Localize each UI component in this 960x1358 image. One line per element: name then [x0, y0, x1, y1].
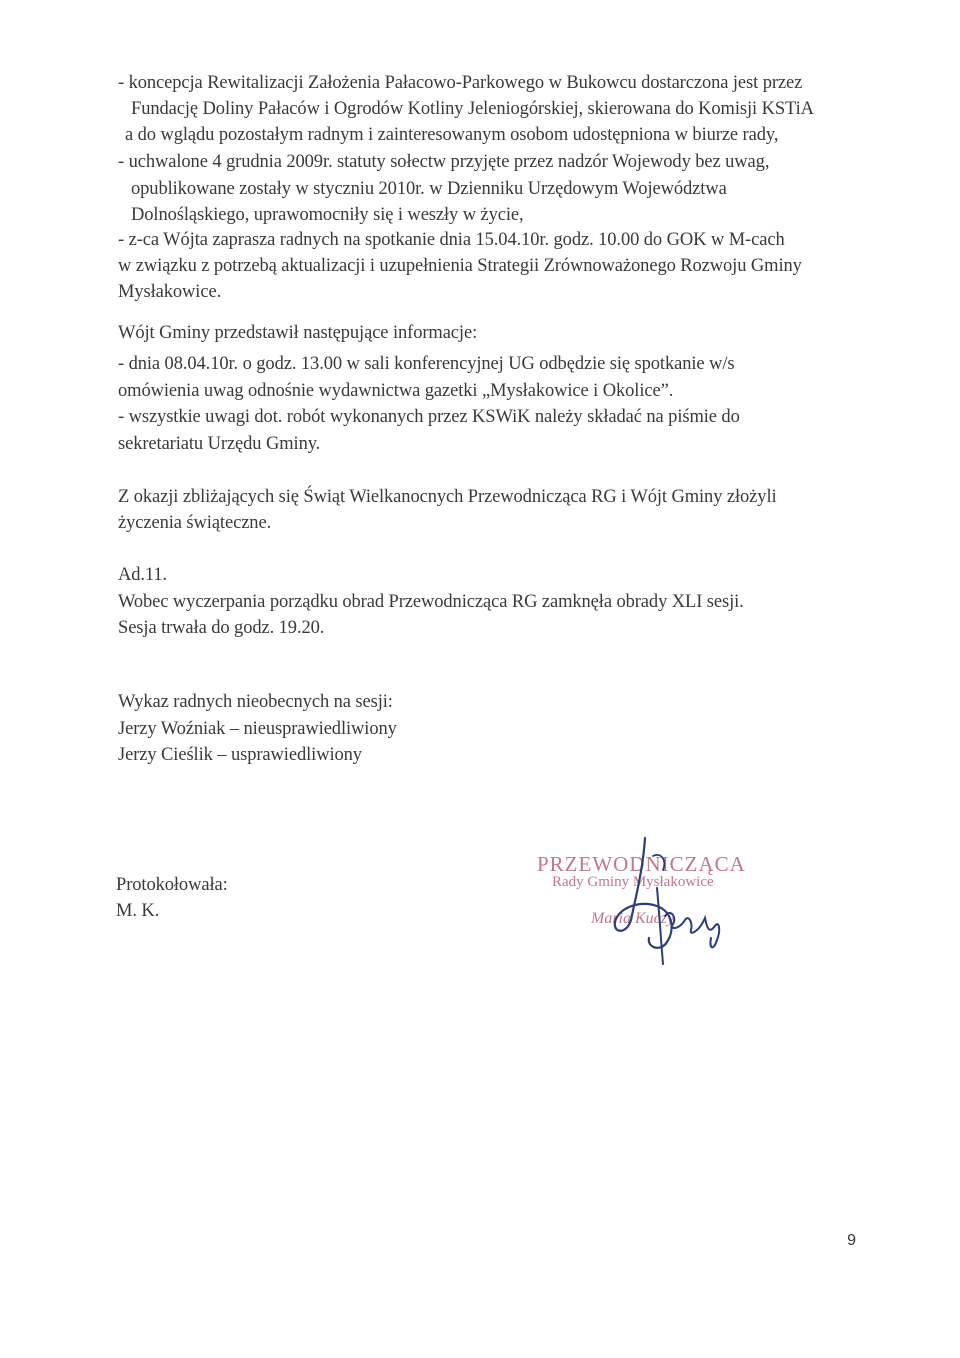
- text-line: - wszystkie uwagi dot. robót wykonanych przez KSWiK należy składać na piśmie do: [118, 407, 740, 427]
- stamp-name: Maria Kuczy: [591, 910, 675, 927]
- text-line: Sesja trwała do godz. 19.20.: [118, 618, 325, 638]
- text-line: Jerzy Cieślik – usprawiedliwiony: [118, 745, 362, 765]
- text-line: Wójt Gminy przedstawił następujące informacje:: [118, 323, 478, 343]
- text-line: Z okazji zbliżających się Świąt Wielkanocnych Przewodnicząca RG i Wójt Gminy złożyli: [118, 487, 777, 507]
- text-line: Protokołowała:: [116, 875, 228, 895]
- page-number: 9: [847, 1232, 856, 1249]
- text-line: sekretariatu Urzędu Gminy.: [118, 434, 321, 454]
- stamp-title: PRZEWODNICZĄCA: [537, 852, 746, 876]
- text-line: a do wglądu pozostałym radnym i zainteresowanym osobom udostępniona w biurze rady,: [125, 125, 779, 145]
- text-line: opublikowane zostały w styczniu 2010r. w Dzienniku Urzędowym Województwa: [131, 179, 727, 199]
- text-line: życzenia świąteczne.: [118, 513, 272, 533]
- text-line: - uchwalone 4 grudnia 2009r. statuty sołectw przyjęte przez nadzór Wojewody bez uwag,: [118, 152, 770, 172]
- section-heading: Ad.11.: [118, 565, 168, 585]
- text-line: M. K.: [116, 901, 160, 921]
- text-line: Fundację Doliny Pałaców i Ogrodów Kotliny Jeleniogórskiej, skierowana do Komisji KSTiA: [131, 99, 814, 119]
- stamp-subtitle: Rady Gminy Mysłakowice: [552, 874, 714, 890]
- official-stamp: [535, 830, 795, 970]
- text-line: Mysłakowice.: [118, 282, 222, 302]
- text-line: - z-ca Wójta zaprasza radnych na spotkanie dnia 15.04.10r. godz. 10.00 do GOK w M-cach: [118, 230, 785, 250]
- text-line: - koncepcja Rewitalizacji Założenia Pałacowo-Parkowego w Bukowcu dostarczona jest przez: [118, 73, 803, 93]
- signature: [535, 830, 795, 970]
- text-line: w związku z potrzebą aktualizacji i uzupełnienia Strategii Zrównoważonego Rozwoju Gminy: [118, 256, 802, 276]
- text-line: Wykaz radnych nieobecnych na sesji:: [118, 692, 393, 712]
- text-line: Dolnośląskiego, uprawomocniły się i weszły w życie,: [131, 205, 524, 225]
- text-line: Wobec wyczerpania porządku obrad Przewodnicząca RG zamknęła obrady XLI sesji.: [118, 592, 744, 612]
- text-line: - dnia 08.04.10r. o godz. 13.00 w sali konferencyjnej UG odbędzie się spotkanie w/s: [118, 354, 735, 374]
- text-line: omówienia uwag odnośnie wydawnictwa gazetki „Mysłakowice i Okolice”.: [118, 381, 674, 401]
- text-line: Jerzy Woźniak – nieusprawiedliwiony: [118, 719, 397, 739]
